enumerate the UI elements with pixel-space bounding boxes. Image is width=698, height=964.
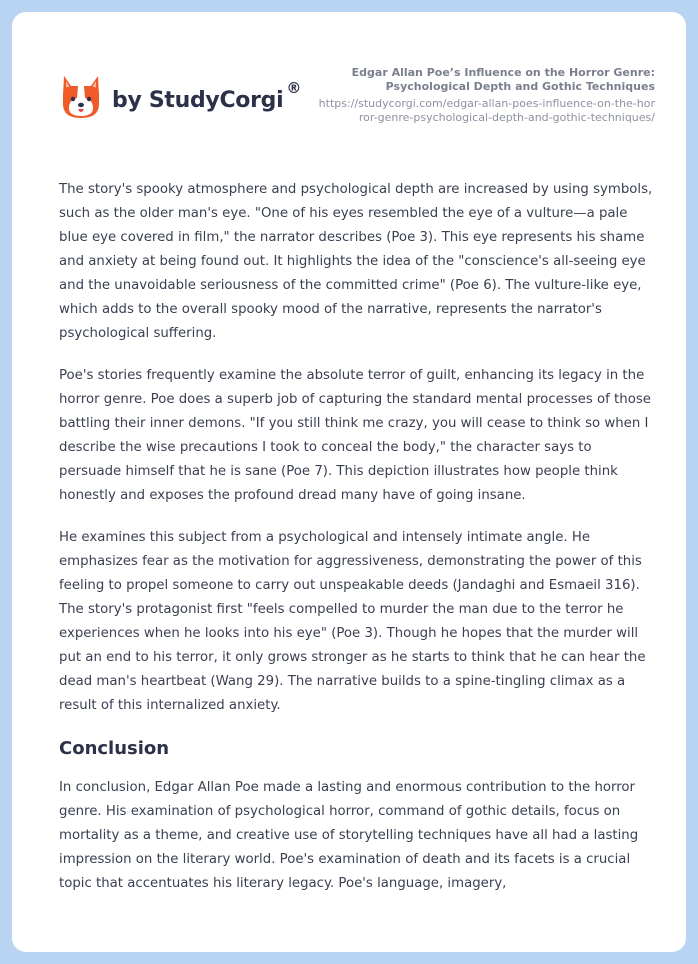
document-meta <box>315 66 655 125</box>
body-paragraph-3: He examines this subject from a psychological and intensely intimate angle. He emphasizes fear as the motivation for aggressiveness, demonstrating the power of this feeling to propel someone to carry out unspeakable deeds (Jandaghi and Esmaeil 316). The story's protagonist first "feels compelled to murder the man due to the terror he experiences when he looks into his eye" (Poe 3). Though he hopes that the murder will put an end to his terror, it only grows stronger as he starts to think that he can hear the dead man's heartbeat (Wang 29). The narrative builds to a spine-tingling climax as a result of this internalized anxiety. <box>59 530 646 713</box>
conclusion-paragraph: In conclusion, Edgar Allan Poe made a lasting and enormous contribution to the horror genre. His examination of psychological horror, command of gothic details, focus on mortality as a theme, and creative use of storytelling techniques have all had a lasting impression on the literary world. Poe's examination of death and its facets is a crucial topic that accentuates his literary legacy. Poe's language, imagery, <box>59 780 639 891</box>
page-header <box>12 12 686 152</box>
corgi-logo-icon <box>60 74 102 122</box>
brand-name: by StudyCorgi <box>112 87 284 113</box>
document-title: Edgar Allan Poe’s Influence on the Horror Genre: Psychological Depth and Gothic Techniques <box>351 66 655 93</box>
document-page <box>12 12 686 952</box>
document-url[interactable]: https://studycorgi.com/edgar-allan-poes-influence-on-the-horror-genre-psychological-depth-and-gothic-techniques/ <box>318 97 655 124</box>
body-paragraph-2: Poe's stories frequently examine the absolute terror of guilt, enhancing its legacy in the horror genre. Poe does a superb job of capturing the standard mental processes of those battling their inner demons. "If you still think me crazy, you will cease to think so when I describe the wise precautions I took to conceal the body," the character says to persuade himself that he is sane (Poe 7). This depiction illustrates how people think honestly and exposes the profound dread many have of going insane. <box>59 368 651 503</box>
registered-mark: ® <box>286 79 302 97</box>
studycorgi-logo[interactable] <box>60 74 301 122</box>
body-paragraph-1: The story's spooky atmosphere and psychological depth are increased by using symbols, such as the older man's eye. "One of his eyes resembled the eye of a vulture—a pale blue eye covered in film," the narrator describes (Poe 3). This eye represents his shame and anxiety at being found out. It highlights the idea of the "conscience's all-seeing eye and the unavoidable seriousness of the committed crime" (Poe 6). The vulture-like eye, which adds to the overall spooky mood of the narrative, represents the narrator's psychological suffering. <box>59 182 653 341</box>
conclusion-heading: Conclusion <box>59 738 170 759</box>
document-body <box>59 178 655 914</box>
